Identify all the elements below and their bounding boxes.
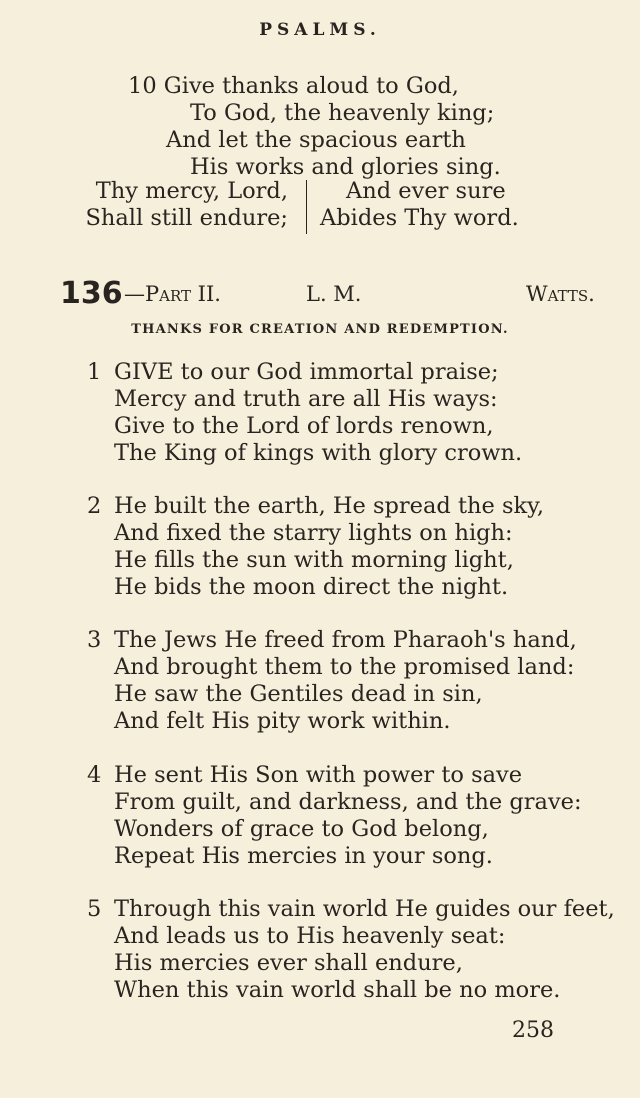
verse-line: He sent His Son with power to save: [114, 762, 523, 788]
verse-line: The King of kings with glory crown.: [114, 440, 523, 466]
verse-line: Give to the Lord of lords renown,: [114, 413, 494, 439]
verse-line: Repeat His mercies in your song.: [114, 843, 493, 869]
verse-line: He saw the Gentiles dead in sin,: [114, 681, 483, 707]
refrain-left-line: Shall still endure;: [85, 205, 288, 231]
hymn-heading: [0, 276, 640, 310]
verse-line: He fills the sun with morning light,: [114, 547, 514, 573]
verse-line: And felt His pity work within.: [114, 708, 451, 734]
stanza-line: His works and glories sing.: [190, 154, 501, 180]
verse-line: And leads us to His heavenly seat:: [114, 923, 506, 949]
refrain-right-line: And ever sure: [346, 178, 506, 204]
verse-number: 3: [87, 627, 102, 653]
verse-number: 5: [87, 896, 102, 922]
hymn-meter: L. M.: [306, 282, 362, 306]
verse-line: When this vain world shall be no more.: [114, 977, 561, 1003]
refrain-left-line: Thy mercy, Lord,: [95, 178, 288, 204]
stanza-line: 10 Give thanks aloud to God,: [128, 73, 459, 99]
verse-line: His mercies ever shall endure,: [114, 950, 463, 976]
verse-number: 1: [87, 359, 102, 385]
hymn-part: —Part II.: [124, 282, 221, 306]
hymn-author: Watts.: [526, 282, 595, 306]
verse-line: From guilt, and darkness, and the grave:: [114, 789, 582, 815]
stanza-line: To God, the heavenly king;: [190, 100, 495, 126]
refrain-divider: [306, 180, 307, 234]
hymn-number: 136: [60, 276, 123, 311]
running-head: PSALMS.: [259, 20, 381, 40]
page-number: 258: [512, 1018, 554, 1043]
verse-line: Mercy and truth are all His ways:: [114, 386, 498, 412]
verse-line: GIVE to our God immortal praise;: [114, 359, 499, 385]
verse-line: And brought them to the promised land:: [114, 654, 575, 680]
hymn-subtitle: THANKS FOR CREATION AND REDEMPTION.: [131, 322, 509, 337]
verse-number: 4: [87, 762, 102, 788]
verse-line: The Jews He freed from Pharaoh's hand,: [114, 627, 577, 653]
refrain-right-line: Abides Thy word.: [320, 205, 519, 231]
verse-number: 2: [87, 493, 102, 519]
stanza-line: And let the spacious earth: [166, 127, 466, 153]
verse-line: He built the earth, He spread the sky,: [114, 493, 545, 519]
verse-line: Through this vain world He guides our feet,: [114, 896, 615, 922]
verse-line: Wonders of grace to God belong,: [114, 816, 489, 842]
refrain-split: [0, 178, 640, 236]
verse-line: He bids the moon direct the night.: [114, 574, 509, 600]
verse-line: And fixed the starry lights on high:: [114, 520, 513, 546]
